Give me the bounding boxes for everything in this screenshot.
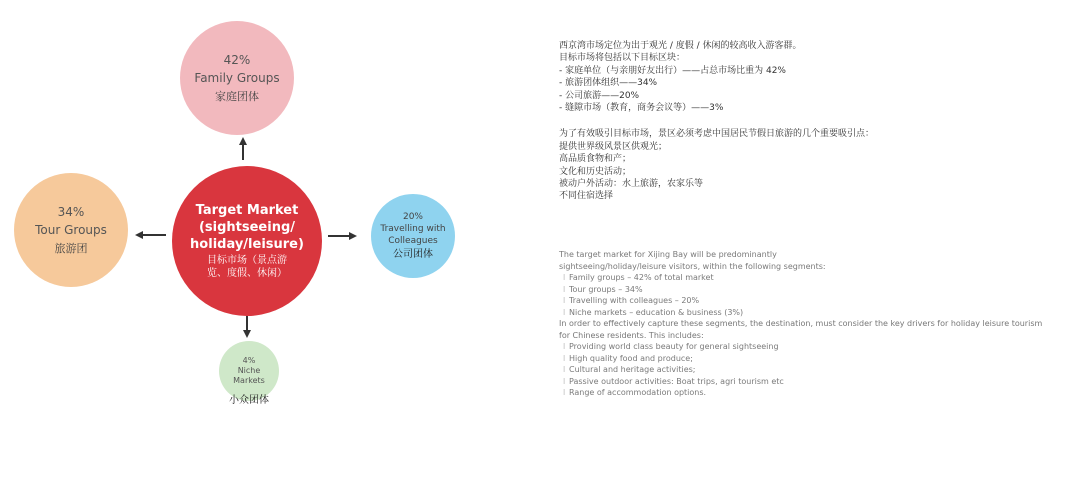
bullet-mark: l [563, 388, 566, 397]
zh-line: - 公司旅游——20% [559, 90, 640, 101]
segment-text: Travelling with colleagues – 20% [569, 296, 700, 305]
driver-text: High quality food and produce; [569, 353, 693, 363]
segment-text: Tour groups – 34% [569, 284, 643, 294]
zh-line: 高品质食物和产； [559, 154, 632, 165]
segment-item [559, 295, 1042, 307]
family-groups-circle [180, 21, 294, 135]
en-line: for Chinese residents. This includes: [559, 330, 704, 340]
en-line: In order to effectively capture these segments, the destination, must consider the key drivers for holiday leisure tourism [559, 319, 1043, 328]
segment-item [559, 307, 1042, 319]
segment-item [559, 272, 1042, 284]
target-market-circle [172, 166, 322, 316]
driver-text: Range of accommodation options. [569, 388, 707, 397]
driver-item [559, 387, 1042, 399]
bullet-mark: l [563, 365, 566, 374]
bullet-mark: l [563, 376, 566, 386]
zh-line: 提供世界级风景区供观光； [559, 141, 668, 152]
zh-line: - 家庭单位（与亲朋好友出行）——占总市场比重为 42% [559, 65, 786, 76]
zh-line: 不同住宿选择 [559, 191, 614, 202]
english-description [559, 249, 1042, 399]
en-line: sightseeing/holiday/leisure visitors, within the following segments: [559, 261, 826, 271]
driver-text: Passive outdoor activities: Boat trips, agri tourism etc [569, 376, 784, 386]
zh-line: 西京湾市场定位为出于观光 / 度假 / 休闲的较高收入游客群。 [559, 41, 802, 51]
niche-label-en: Niche Markets [233, 366, 265, 385]
niche-markets-circle [219, 341, 279, 401]
target-label-en: Target Market (sightseeing/ holiday/leisure) [190, 203, 304, 252]
zh-line: 被动户外活动：水上旅游，农家乐等 [559, 179, 704, 190]
tour-label-zh: 旅游团 [54, 242, 88, 255]
family-label-en: Family Groups [194, 71, 280, 85]
segment-text: Family groups – 42% of total market [569, 273, 714, 282]
bullet-mark: l [563, 307, 566, 317]
driver-item [559, 364, 1042, 376]
zh-line: 文化和历史活动； [559, 166, 632, 177]
bullet-mark: l [563, 273, 566, 282]
driver-text: Providing world class beauty for general sightseeing [569, 342, 779, 351]
driver-item [559, 353, 1042, 365]
driver-text: Cultural and heritage activities; [569, 365, 696, 374]
colleagues-circle [371, 194, 455, 278]
niche-percent: 4% [242, 356, 256, 365]
niche-label-zh: 小众团体 [229, 395, 269, 406]
segment-item [559, 284, 1042, 296]
bullet-mark: l [563, 284, 566, 294]
target-label-zh: 目标市场（景点游览、度假、休闲） [207, 255, 287, 279]
colleagues-label-en: Travelling with Colleagues [380, 224, 446, 246]
zh-line: - 旅游团体组织——34% [559, 78, 658, 89]
zh-line: 为了有效吸引目标市场，景区必须考虑中国居民节假日旅游的几个重要吸引点： [559, 129, 875, 140]
en-line: The target market for Xijing Bay will be predominantly [559, 250, 777, 259]
tour-percent: 34% [57, 205, 85, 219]
colleagues-label-zh: 公司团体 [393, 249, 433, 260]
driver-item [559, 341, 1042, 353]
chinese-description [559, 40, 874, 203]
colleagues-percent: 20% [402, 212, 423, 222]
tour-groups-circle [14, 173, 128, 287]
bullet-mark: l [563, 342, 566, 351]
zh-line: - 缝隙市场（教育，商务会议等）——3% [559, 103, 724, 114]
family-percent: 42% [223, 53, 251, 67]
bullet-mark: l [563, 296, 566, 305]
driver-item [559, 376, 1042, 388]
segment-text: Niche markets – education & business (3%) [569, 307, 744, 317]
zh-line: 目标市场将包括以下目标区块： [559, 53, 686, 64]
bullet-mark: l [563, 353, 566, 363]
family-label-zh: 家庭团体 [215, 90, 259, 103]
tour-label-en: Tour Groups [35, 223, 107, 237]
